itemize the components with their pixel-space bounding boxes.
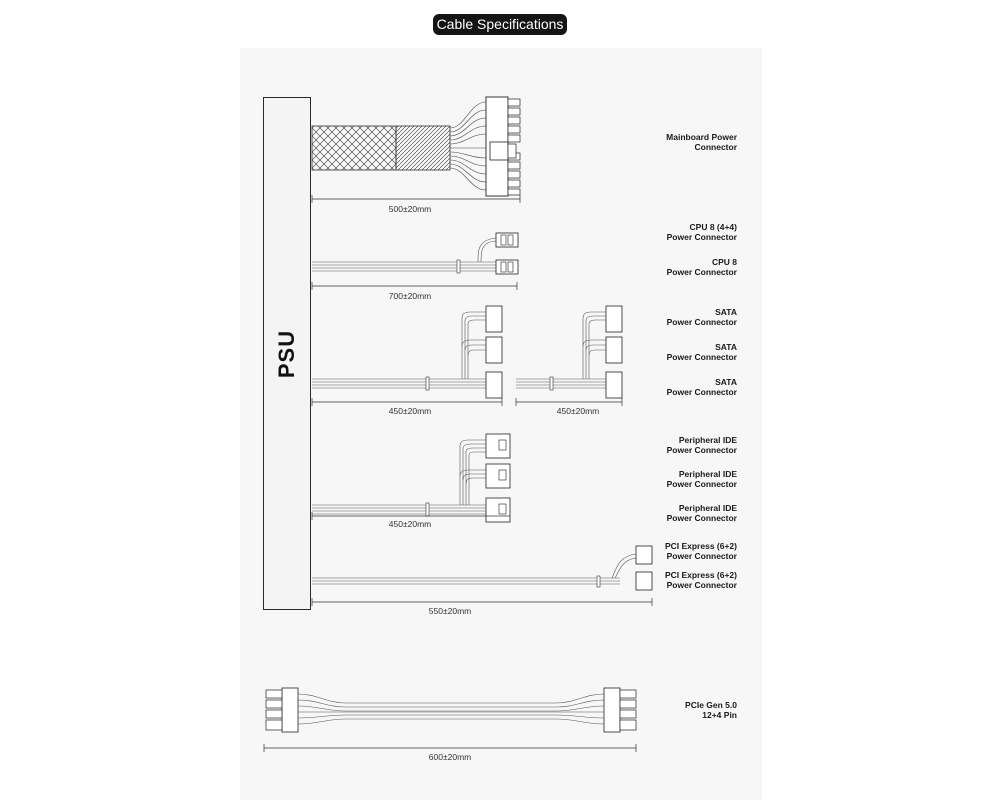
label-pcie-gen5: PCIe Gen 5.0 12+4 Pin xyxy=(685,700,737,720)
dimension-pcie-gen5: 600±20mm xyxy=(428,752,472,762)
dimension-ide: 450±20mm xyxy=(388,519,432,529)
pcie-gen5-cable xyxy=(266,688,636,732)
label-pcie-2: PCI Express (6+2) Power Connector xyxy=(664,570,737,590)
label-cpu-8: CPU 8 Power Connector xyxy=(666,257,737,277)
label-sata-3: SATA Power Connector xyxy=(666,377,737,397)
ide-cable xyxy=(312,434,510,522)
label-cpu-44: CPU 8 (4+4) Power Connector xyxy=(666,222,737,242)
pcie-cable xyxy=(312,546,652,590)
label-sata-2: SATA Power Connector xyxy=(666,342,737,362)
cpu-cable xyxy=(312,233,518,274)
mainboard-cable xyxy=(312,97,520,196)
sata-cable-b xyxy=(516,306,622,398)
dimension-sata-b: 450±20mm xyxy=(556,406,600,416)
page-title: Cable Specifications xyxy=(433,14,567,35)
label-ide-1: Peripheral IDE Power Connector xyxy=(666,435,737,455)
label-ide-3: Peripheral IDE Power Connector xyxy=(666,503,737,523)
dimension-cpu: 700±20mm xyxy=(388,291,432,301)
dimension-pcie: 550±20mm xyxy=(428,606,472,616)
psu-label: PSU xyxy=(274,329,299,379)
sata-cable-a xyxy=(312,306,502,398)
label-pcie-1: PCI Express (6+2) Power Connector xyxy=(664,541,737,561)
dimension-mainboard: 500±20mm xyxy=(388,204,432,214)
label-sata-1: SATA Power Connector xyxy=(666,307,737,327)
label-ide-2: Peripheral IDE Power Connector xyxy=(666,469,737,489)
dimension-sata-a: 450±20mm xyxy=(388,406,432,416)
label-mainboard: Mainboard Power Connector xyxy=(666,132,737,152)
dimension-lines xyxy=(264,195,652,752)
